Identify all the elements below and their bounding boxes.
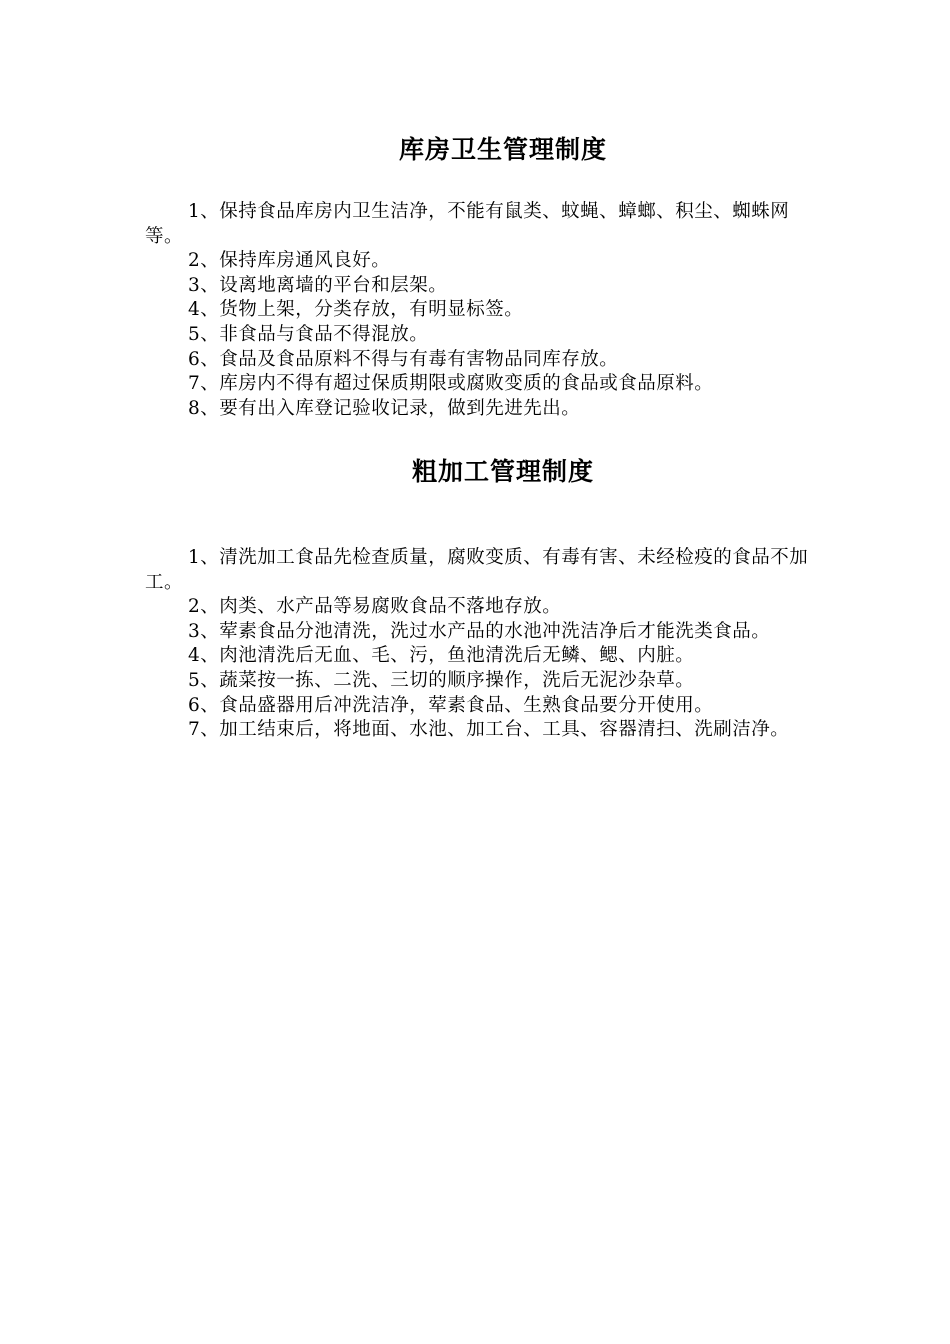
rule-item: 2、肉类、水产品等易腐败食品不落地存放。 (188, 596, 562, 618)
rule-item: 3、荤素食品分池清洗，洗过水产品的水池冲洗洁净后才能洗类食品。 (188, 620, 771, 642)
rule-item: 6、食品及食品原料不得与有毒有害物品同库存放。 (188, 348, 619, 370)
rule-item: 3、设离地离墙的平台和层架。 (188, 274, 448, 296)
rule-item: 4、货物上架，分类存放，有明显标签。 (188, 299, 524, 321)
rule-item: 7、加工结束后，将地面、水池、加工台、工具、容器清扫、洗刷洁净。 (188, 719, 790, 741)
rule-item: 1、清洗加工食品先检查质量，腐败变质、有毒有害、未经检疫的食品不加工。 (145, 547, 809, 593)
rule-item: 2、保持库房通风良好。 (188, 250, 391, 272)
section-title: 粗加工管理制度 (411, 457, 594, 486)
rule-item: 1、保持食品库房内卫生洁净，不能有鼠类、蚊蝇、蟑螂、积尘、蜘蛛网等。 (145, 201, 790, 247)
rule-list (145, 546, 825, 743)
rule-item: 7、库房内不得有超过保质期限或腐败变质的食品或食品原料。 (188, 373, 714, 395)
section-title: 库房卫生管理制度 (398, 135, 607, 164)
rule-item: 8、要有出入库登记验收记录，做到先进先出。 (188, 397, 581, 419)
rule-item: 5、蔬菜按一拣、二洗、三切的顺序操作，洗后无泥沙杂草。 (188, 669, 695, 691)
rule-item: 4、肉池清洗后无血、毛、污，鱼池清洗后无鳞、鳃、内脏。 (188, 645, 695, 667)
section-rough-processing (145, 456, 825, 743)
section-warehouse-hygiene (145, 134, 825, 421)
rule-item: 6、食品盛器用后冲洗洁净，荤素食品、生熟食品要分开使用。 (188, 694, 714, 716)
rule-list (145, 200, 825, 421)
rule-item: 5、非食品与食品不得混放。 (188, 323, 429, 345)
